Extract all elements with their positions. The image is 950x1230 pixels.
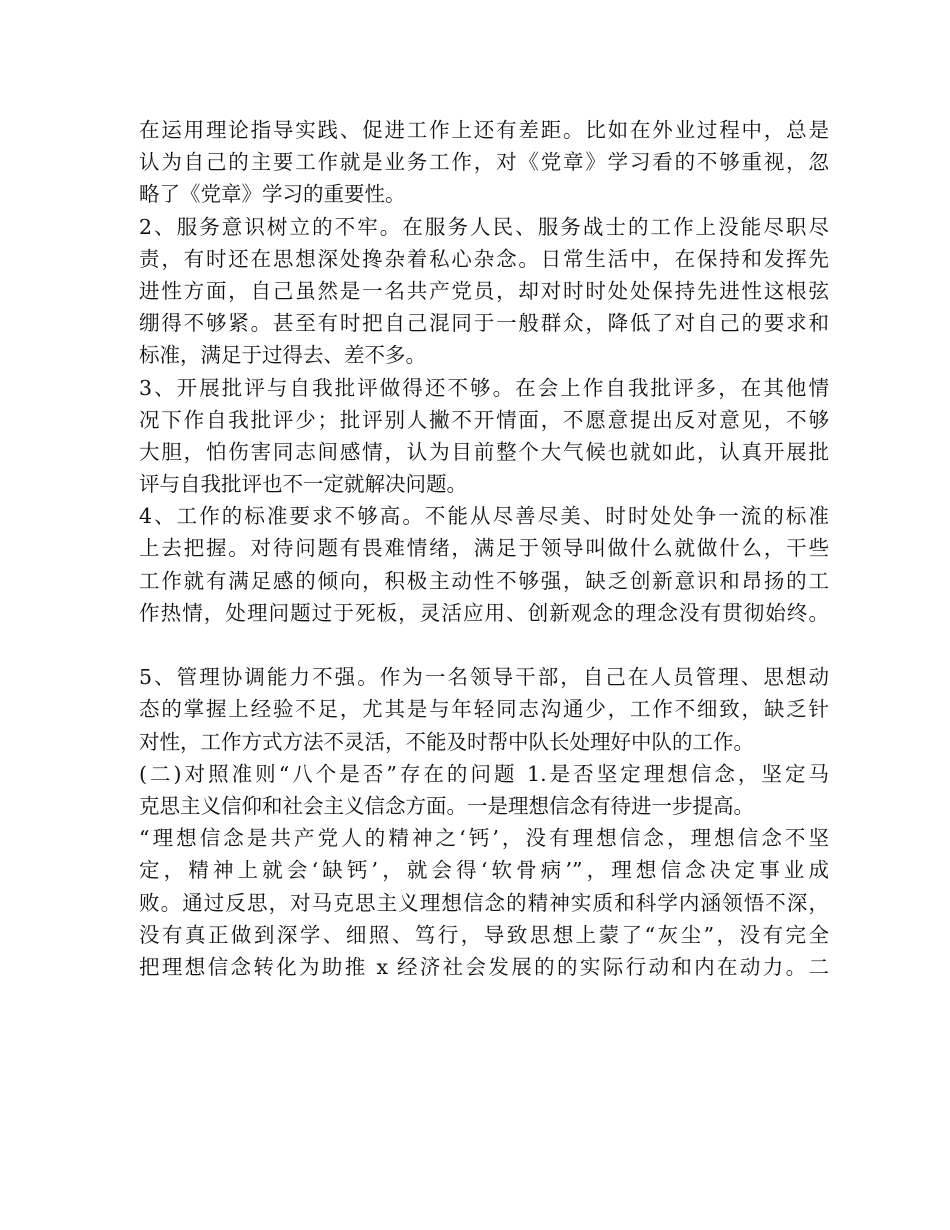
text-line: 责，有时还在思想深处搀杂着私心杂念。日常生活中，在保持和发挥先	[139, 246, 829, 271]
text-line: 把理想信念转化为助推 x 经济社会发展的的实际行动和内在动力。二	[139, 954, 829, 979]
text-line: 没有真正做到深学、细照、笃行，导致思想上蒙了“灰尘”，没有完全	[139, 922, 829, 947]
text-line: 态的掌握上经验不足，尤其是与年轻同志沟通少，工作不细致，缺乏针	[139, 697, 829, 722]
text-line: 作热情，处理问题过于死板，灵活应用、创新观念的理念没有贯彻始终。	[139, 600, 829, 625]
text-line: 认为自己的主要工作就是业务工作，对《党章》学习看的不够重视，忽	[139, 150, 829, 175]
text-line: 3、开展批评与自我批评做得还不够。在会上作自我批评多，在其他情	[139, 375, 829, 400]
text-line: 工作就有满足感的倾向，积极主动性不够强，缺乏创新意识和昂扬的工	[139, 568, 829, 593]
text-line: 5、管理协调能力不强。作为一名领导干部，自己在人员管理、思想动	[139, 665, 829, 690]
text-line: 克思主义信仰和社会主义信念方面。一是理想信念有待进一步提高。	[139, 793, 754, 818]
text-line: 败。通过反思，对马克思主义理想信念的精神实质和科学内涵领悟不深，	[139, 890, 829, 915]
text-line: 进性方面，自己虽然是一名共产党员，却对时时处处保持先进性这根弦	[139, 278, 829, 303]
text-line: (二)对照准则“八个是否”存在的问题 1.是否坚定理想信念，坚定马	[139, 761, 829, 786]
text-line: 定，精神上就会‘缺钙’，就会得‘软骨病’”，理想信念决定事业成	[139, 858, 829, 883]
text-line: “理想信念是共产党人的精神之‘钙’，没有理想信念，理想信念不坚	[139, 826, 829, 851]
text-line: 标准，满足于过得去、差不多。	[139, 343, 426, 368]
text-line: 绷得不够紧。甚至有时把自己混同于一般群众，降低了对自己的要求和	[139, 311, 829, 336]
text-line: 对性，工作方式方法不灵活，不能及时帮中队长处理好中队的工作。	[139, 729, 754, 754]
text-line: 略了《党章》学习的重要性。	[139, 182, 406, 207]
text-line: 况下作自我批评少；批评别人撇不开情面，不愿意提出反对意见，不够	[139, 407, 829, 432]
text-line: 上去把握。对待问题有畏难情绪，满足于领导叫做什么就做什么，干些	[139, 536, 829, 561]
text-line: 4、工作的标准要求不够高。不能从尽善尽美、时时处处争一流的标准	[139, 504, 829, 529]
text-line: 大胆，怕伤害同志间感情，认为目前整个大气候也就如此，认真开展批	[139, 439, 829, 464]
text-line: 评与自我批评也不一定就解决问题。	[139, 472, 467, 497]
text-line: 2、服务意识树立的不牢。在服务人民、服务战士的工作上没能尽职尽	[139, 214, 829, 239]
document-body	[139, 114, 829, 983]
blank-line	[139, 629, 829, 661]
text-line: 在运用理论指导实践、促进工作上还有差距。比如在外业过程中，总是	[139, 118, 829, 142]
